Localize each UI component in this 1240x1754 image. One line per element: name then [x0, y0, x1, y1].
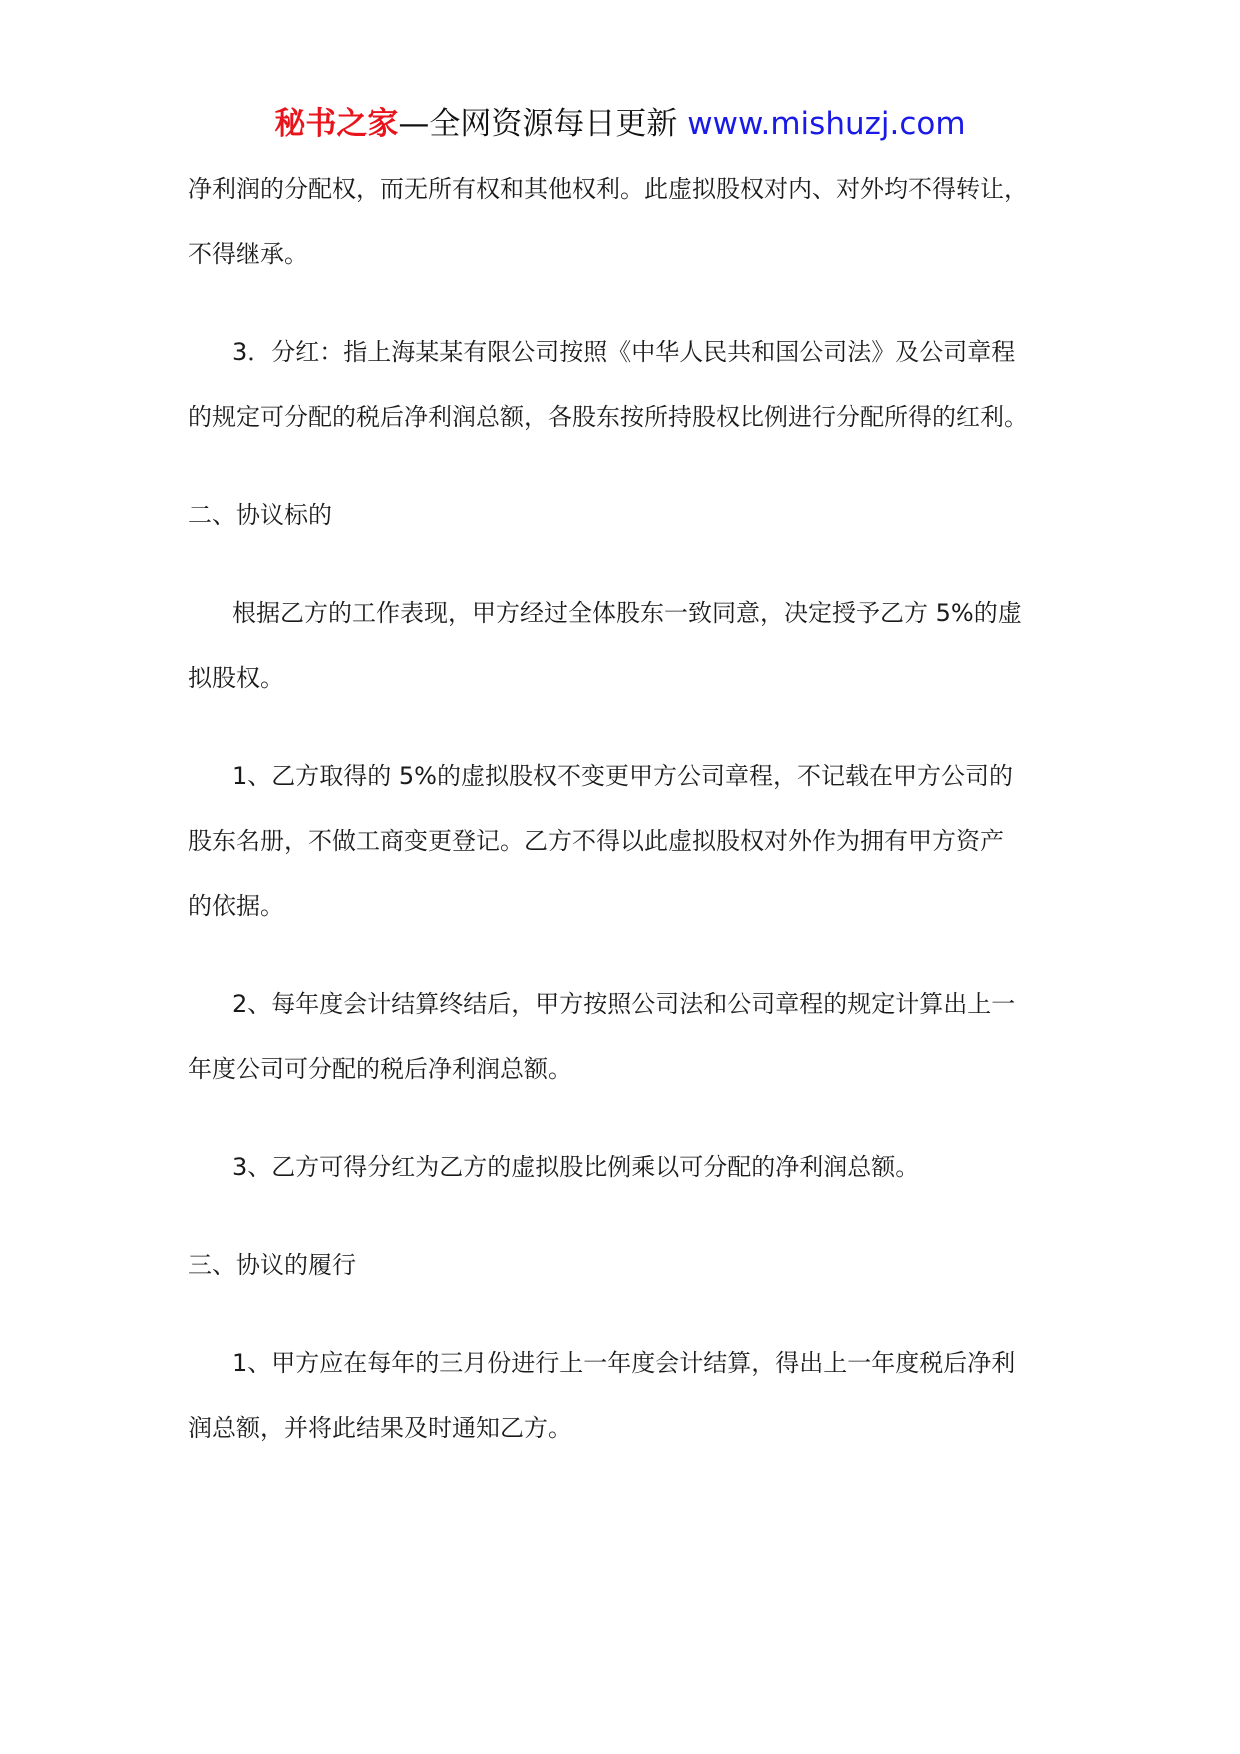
header-tagline: —全网资源每日更新 [398, 106, 678, 142]
text-line: 不得继承。 [188, 240, 308, 268]
text-line: 1、乙方取得的 5%的虚拟股权不变更甲方公司章程，不记载在甲方公司的 [232, 762, 1013, 790]
text-line: 润总额，并将此结果及时通知乙方。 [188, 1414, 572, 1442]
text-line: 年度公司可分配的税后净利润总额。 [188, 1055, 572, 1083]
site-url-link[interactable]: www.mishuzj.com [687, 106, 966, 142]
text-line: 的依据。 [188, 892, 284, 920]
text-line: 的规定可分配的税后净利润总额，各股东按所持股权比例进行分配所得的红利。 [188, 403, 1028, 431]
text-line: 拟股权。 [188, 664, 284, 692]
text-line: 2、每年度会计结算终结后，甲方按照公司法和公司章程的规定计算出上一 [232, 990, 1016, 1018]
text-line: 3．分红：指上海某某有限公司按照《中华人民共和国公司法》及公司章程 [232, 338, 1016, 366]
text-line: 净利润的分配权，而无所有权和其他权利。此虚拟股权对内、对外均不得转让， [188, 175, 1028, 203]
page-header [0, 102, 1240, 146]
section-heading: 三、协议的履行 [188, 1251, 356, 1279]
text-line: 股东名册，不做工商变更登记。乙方不得以此虚拟股权对外作为拥有甲方资产 [188, 827, 1004, 855]
text-line: 3、乙方可得分红为乙方的虚拟股比例乘以可分配的净利润总额。 [232, 1153, 920, 1181]
text-line: 根据乙方的工作表现，甲方经过全体股东一致同意，决定授予乙方 5%的虚 [232, 599, 1022, 627]
brand-name: 秘书之家 [274, 106, 399, 142]
section-heading: 二、协议标的 [188, 501, 332, 529]
text-line: 1、甲方应在每年的三月份进行上一年度会计结算，得出上一年度税后净利 [232, 1349, 1016, 1377]
